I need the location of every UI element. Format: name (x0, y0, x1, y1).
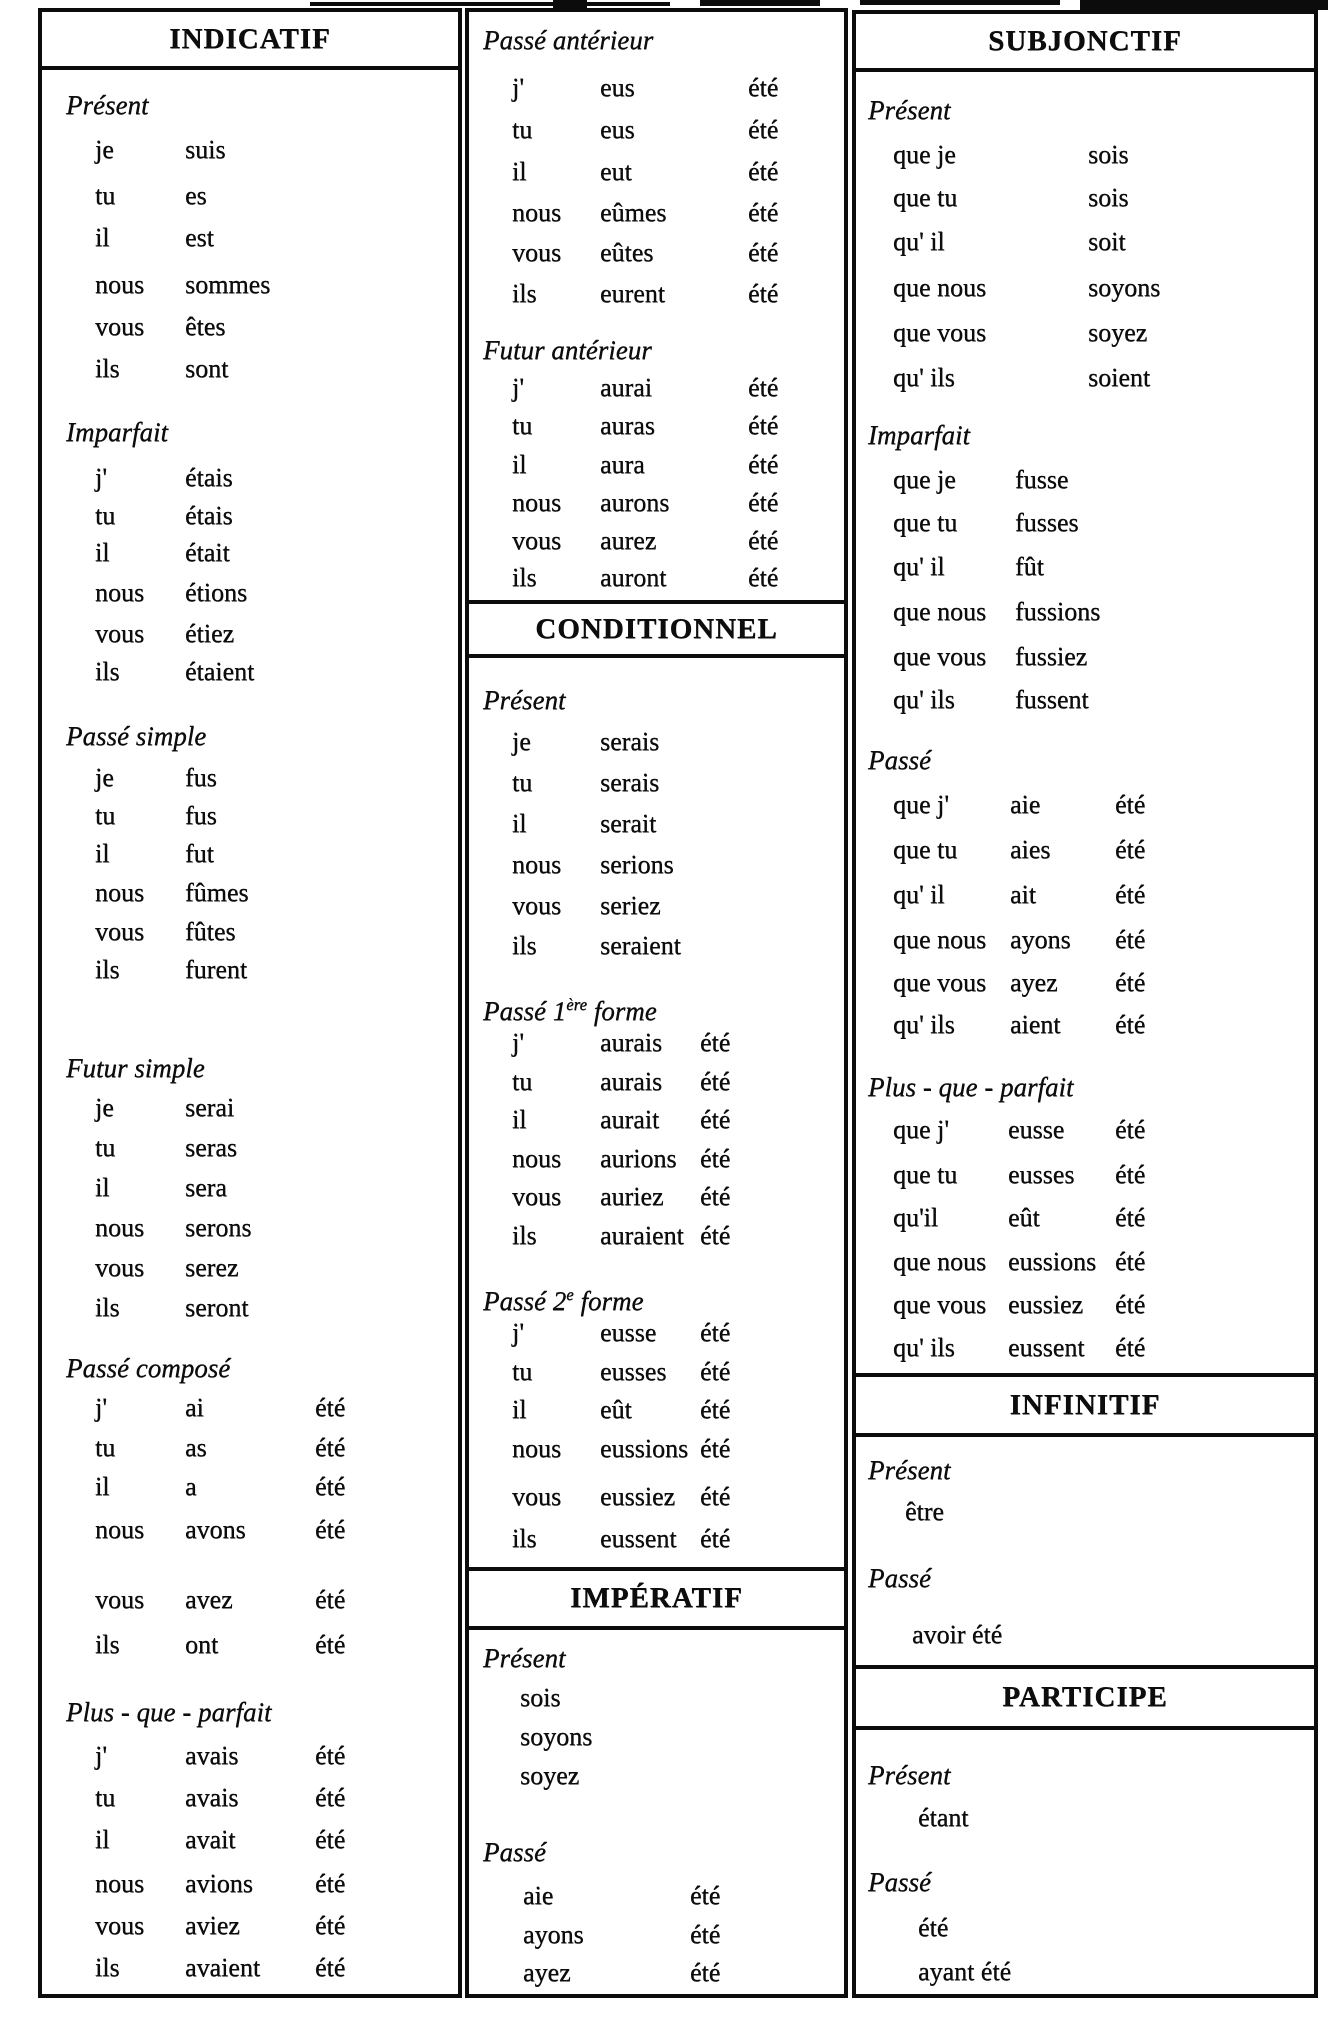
verb-form: fus (185, 801, 217, 830)
verb-form: étiez (185, 619, 235, 648)
verb-form: fût (1015, 552, 1044, 581)
verb-form: seras (185, 1133, 237, 1162)
auxiliary-participle: été (1115, 790, 1146, 819)
verb-form: aient (1010, 1010, 1061, 1039)
pronoun: tu (95, 1783, 116, 1812)
pronoun: nous (512, 1144, 562, 1173)
cropped-title-ink (1080, 0, 1328, 10)
pronoun: que vous (893, 318, 987, 347)
verb-form: fut (185, 839, 214, 868)
pronoun: que j' (893, 1115, 949, 1144)
pronoun: que tu (893, 835, 958, 864)
pronoun: ils (512, 563, 537, 592)
verb-form: eûtes (600, 238, 654, 267)
verb-form: avaient (185, 1953, 261, 1982)
pronoun: il (512, 157, 527, 186)
verb-form: serait (600, 809, 657, 838)
tense-label: Imparfait (868, 420, 971, 450)
pronoun: nous (512, 198, 562, 227)
auxiliary-participle: été (315, 1630, 346, 1659)
verb-form: aurons (600, 488, 670, 517)
tense-label: Passé (868, 1563, 931, 1593)
pronoun: il (95, 1825, 110, 1854)
verb-form: eus (600, 73, 635, 102)
auxiliary-participle: été (315, 1911, 346, 1940)
verb-form: était (185, 538, 230, 567)
pronoun: j' (512, 73, 524, 102)
pronoun: qu' ils (893, 1010, 955, 1039)
pronoun: j' (95, 1741, 107, 1770)
cropped-title-ink (700, 0, 820, 6)
pronoun: que nous (893, 597, 987, 626)
auxiliary-participle: été (748, 373, 779, 402)
pronoun: que vous (893, 968, 987, 997)
pronoun: que tu (893, 1160, 958, 1189)
auxiliary-participle: été (700, 1482, 731, 1511)
verb-form: ayez (523, 1958, 571, 1987)
mood-header-subjonctif: SUBJONCTIF (852, 10, 1318, 72)
verb-form: auraient (600, 1221, 684, 1250)
verb-form: seront (185, 1293, 249, 1322)
pronoun: que vous (893, 1290, 987, 1319)
pronoun: ils (95, 354, 120, 383)
verb-form: fus (185, 763, 217, 792)
verb-form: étant (918, 1803, 969, 1832)
verb-form: sera (185, 1173, 227, 1202)
verb-form: serions (600, 850, 674, 879)
pronoun: vous (95, 619, 145, 648)
auxiliary-participle: été (690, 1881, 721, 1910)
auxiliary-participle: été (690, 1920, 721, 1949)
pronoun: ils (95, 1630, 120, 1659)
pronoun: tu (512, 768, 533, 797)
auxiliary-participle: été (1115, 1247, 1146, 1276)
auxiliary-participle: été (315, 1825, 346, 1854)
pronoun: tu (95, 501, 116, 530)
verb-form: avais (185, 1741, 239, 1770)
auxiliary-participle: été (748, 526, 779, 555)
verb-form: étais (185, 501, 233, 530)
auxiliary-participle: été (315, 1953, 346, 1982)
pronoun: que tu (893, 183, 958, 212)
auxiliary-participle: été (700, 1067, 731, 1096)
pronoun: vous (512, 891, 562, 920)
auxiliary-participle: été (700, 1434, 731, 1463)
verb-form: ait (1010, 880, 1036, 909)
pronoun: qu' ils (893, 363, 955, 392)
auxiliary-participle: été (700, 1524, 731, 1553)
pronoun: vous (512, 238, 562, 267)
auxiliary-participle: été (315, 1515, 346, 1544)
tense-label: Passé 2e forme (483, 1285, 644, 1316)
pronoun: ils (512, 1221, 537, 1250)
pronoun: vous (512, 1182, 562, 1211)
auxiliary-participle: été (1115, 1203, 1146, 1232)
verb-form: aurait (600, 1105, 660, 1134)
pronoun: il (512, 809, 527, 838)
verb-form: étaient (185, 657, 255, 686)
pronoun: vous (95, 1253, 145, 1282)
mood-header-infinitif: INFINITIF (852, 1373, 1318, 1437)
verb-form: soient (1088, 363, 1151, 392)
verb-form: sont (185, 354, 229, 383)
verb-form: as (185, 1433, 207, 1462)
tense-label: Présent (483, 1643, 566, 1673)
auxiliary-participle: été (1115, 1160, 1146, 1189)
verb-form: ayez (1010, 968, 1058, 997)
verb-form: fusse (1015, 465, 1069, 494)
verb-form: être (905, 1497, 944, 1526)
auxiliary-participle: été (1115, 1115, 1146, 1144)
auxiliary-participle: été (700, 1395, 731, 1424)
tense-label: Passé composé (66, 1353, 231, 1383)
pronoun: nous (512, 1434, 562, 1463)
auxiliary-participle: été (700, 1318, 731, 1347)
pronoun: que tu (893, 508, 958, 537)
pronoun: ils (512, 279, 537, 308)
pronoun: vous (95, 312, 145, 341)
verb-form: eusse (1008, 1115, 1065, 1144)
pronoun: qu' ils (893, 685, 955, 714)
verb-form: auront (600, 563, 667, 592)
verb-form: soyons (1088, 273, 1161, 302)
pronoun: qu' il (893, 552, 945, 581)
verb-form: eussiez (1008, 1290, 1084, 1319)
auxiliary-participle: été (1115, 1010, 1146, 1039)
verb-form: eusses (1008, 1160, 1075, 1189)
verb-form: serais (600, 768, 660, 797)
pronoun: nous (95, 1213, 145, 1242)
tense-label: Présent (868, 1760, 951, 1790)
auxiliary-participle: été (748, 279, 779, 308)
auxiliary-participle: été (748, 115, 779, 144)
auxiliary-participle: été (748, 238, 779, 267)
auxiliary-participle: été (1115, 1290, 1146, 1319)
verb-form: aurez (600, 526, 657, 555)
tense-label: Plus - que - parfait (868, 1072, 1074, 1102)
verb-form: aura (600, 450, 645, 479)
verb-form: avez (185, 1585, 233, 1614)
auxiliary-participle: été (315, 1433, 346, 1462)
verb-form: avons (185, 1515, 246, 1544)
pronoun: je (95, 763, 114, 792)
auxiliary-participle: été (315, 1869, 346, 1898)
verb-form: eus (600, 115, 635, 144)
pronoun: il (95, 839, 110, 868)
pronoun: je (512, 727, 531, 756)
verb-form: aurions (600, 1144, 677, 1173)
auxiliary-participle: été (315, 1472, 346, 1501)
pronoun: tu (512, 1067, 533, 1096)
verb-form: auriez (600, 1182, 664, 1211)
tense-label: Plus - que - parfait (66, 1697, 272, 1727)
pronoun: j' (95, 1393, 107, 1422)
verb-form: aurais (600, 1067, 663, 1096)
pronoun: tu (95, 801, 116, 830)
pronoun: tu (512, 1357, 533, 1386)
verb-form: eûmes (600, 198, 667, 227)
pronoun: que vous (893, 642, 987, 671)
auxiliary-participle: été (315, 1585, 346, 1614)
auxiliary-participle: été (1115, 835, 1146, 864)
tense-label: Passé (868, 745, 931, 775)
verb-form: sois (1088, 140, 1129, 169)
pronoun: nous (95, 878, 145, 907)
verb-form: eussions (1008, 1247, 1097, 1276)
verb-form: soyez (520, 1761, 580, 1790)
verb-form: fusses (1015, 508, 1079, 537)
tense-label: Passé antérieur (483, 25, 654, 55)
verb-form: aie (1010, 790, 1041, 819)
verb-form: sois (520, 1683, 561, 1712)
pronoun: vous (95, 1911, 145, 1940)
verb-form: êtes (185, 312, 226, 341)
verb-form: eussent (1008, 1333, 1085, 1362)
tense-label: Futur antérieur (483, 335, 652, 365)
auxiliary-participle: été (690, 1958, 721, 1987)
pronoun: que nous (893, 1247, 987, 1276)
pronoun: qu' il (893, 880, 945, 909)
pronoun: il (512, 450, 527, 479)
verb-form: aviez (185, 1911, 240, 1940)
verb-form: eût (1008, 1203, 1040, 1232)
verb-form: aie (523, 1881, 554, 1910)
pronoun: il (95, 538, 110, 567)
auxiliary-participle: été (315, 1741, 346, 1770)
pronoun: ils (512, 1524, 537, 1553)
verb-form: avait (185, 1825, 236, 1854)
pronoun: nous (512, 488, 562, 517)
pronoun: il (95, 223, 110, 252)
auxiliary-participle: été (1115, 1333, 1146, 1362)
pronoun: tu (95, 1133, 116, 1162)
verb-form: avoir été (912, 1620, 1003, 1649)
verb-form: été (918, 1913, 949, 1942)
pronoun: j' (512, 1318, 524, 1347)
verb-form: serons (185, 1213, 252, 1242)
verb-form: eussent (600, 1524, 677, 1553)
tense-label: Présent (483, 685, 566, 715)
pronoun: vous (95, 1585, 145, 1614)
verb-form: suis (185, 135, 226, 164)
verb-form: serez (185, 1253, 239, 1282)
pronoun: tu (95, 181, 116, 210)
pronoun: que nous (893, 273, 987, 302)
verb-form: auras (600, 411, 655, 440)
verb-form: fussiez (1015, 642, 1088, 671)
auxiliary-participle: été (700, 1357, 731, 1386)
verb-form: eusse (600, 1318, 657, 1347)
verb-form: eusses (600, 1357, 667, 1386)
verb-form: eussions (600, 1434, 689, 1463)
auxiliary-participle: été (1115, 925, 1146, 954)
auxiliary-participle: été (748, 450, 779, 479)
verb-form: soit (1088, 227, 1126, 256)
pronoun: vous (95, 917, 145, 946)
verb-form: est (185, 223, 214, 252)
pronoun: ils (95, 1293, 120, 1322)
pronoun: nous (95, 270, 145, 299)
tense-label: Futur simple (66, 1053, 205, 1083)
verb-form: sommes (185, 270, 271, 299)
auxiliary-participle: été (748, 198, 779, 227)
auxiliary-participle: été (700, 1144, 731, 1173)
pronoun: je (95, 1093, 114, 1122)
tense-label: Passé (868, 1867, 931, 1897)
pronoun: il (512, 1395, 527, 1424)
verb-form: soyons (520, 1722, 593, 1751)
verb-form: seraient (600, 931, 681, 960)
auxiliary-participle: été (700, 1182, 731, 1211)
verb-form: ayant été (918, 1957, 1012, 1986)
verb-form: avions (185, 1869, 253, 1898)
tense-label: Passé 1ère forme (483, 995, 657, 1026)
auxiliary-participle: été (748, 157, 779, 186)
pronoun: ils (95, 657, 120, 686)
pronoun: tu (512, 115, 533, 144)
auxiliary-participle: été (700, 1028, 731, 1057)
pronoun: qu'il (893, 1203, 939, 1232)
verb-form: étais (185, 463, 233, 492)
verb-form: eurent (600, 279, 665, 308)
verb-form: es (185, 181, 207, 210)
auxiliary-participle: été (315, 1783, 346, 1812)
pronoun: qu' ils (893, 1333, 955, 1362)
pronoun: nous (95, 578, 145, 607)
cropped-title-ink (310, 2, 670, 6)
pronoun: ils (512, 931, 537, 960)
pronoun: que nous (893, 925, 987, 954)
auxiliary-participle: été (748, 563, 779, 592)
pronoun: tu (95, 1433, 116, 1462)
tense-label: Passé simple (66, 721, 207, 751)
verb-form: a (185, 1472, 197, 1501)
verb-form: sois (1088, 183, 1129, 212)
verb-form: eût (600, 1395, 632, 1424)
auxiliary-participle: été (748, 411, 779, 440)
tense-label: Présent (868, 1455, 951, 1485)
verb-form: fûmes (185, 878, 249, 907)
mood-header-participe: PARTICIPE (852, 1665, 1318, 1730)
verb-form: seriez (600, 891, 661, 920)
mood-header-impératif: IMPÉRATIF (465, 1567, 848, 1630)
auxiliary-participle: été (748, 488, 779, 517)
pronoun: je (95, 135, 114, 164)
pronoun: ils (95, 955, 120, 984)
verb-form: ai (185, 1393, 204, 1422)
pronoun: ils (95, 1953, 120, 1982)
verb-form: ayons (523, 1920, 584, 1949)
pronoun: que je (893, 140, 956, 169)
verb-form: soyez (1088, 318, 1148, 347)
verb-form: eut (600, 157, 632, 186)
pronoun: il (512, 1105, 527, 1134)
pronoun: que j' (893, 790, 949, 819)
mood-header-conditionnel: CONDITIONNEL (465, 600, 848, 658)
verb-form: étions (185, 578, 248, 607)
pronoun: j' (512, 1028, 524, 1057)
pronoun: il (95, 1472, 110, 1501)
pronoun: nous (95, 1515, 145, 1544)
auxiliary-participle: été (1115, 968, 1146, 997)
verb-form: furent (185, 955, 248, 984)
tense-label: Passé (483, 1837, 546, 1867)
verb-form: fûtes (185, 917, 236, 946)
verb-form: avais (185, 1783, 239, 1812)
verb-form: fussent (1015, 685, 1089, 714)
tense-label: Présent (868, 95, 951, 125)
pronoun: j' (512, 373, 524, 402)
verb-form: aurais (600, 1028, 663, 1057)
pronoun: nous (512, 850, 562, 879)
pronoun: que je (893, 465, 956, 494)
pronoun: nous (95, 1869, 145, 1898)
mood-header-indicatif: INDICATIF (38, 8, 462, 70)
pronoun: tu (512, 411, 533, 440)
auxiliary-participle: été (700, 1105, 731, 1134)
verb-form: fussions (1015, 597, 1101, 626)
pronoun: qu' il (893, 227, 945, 256)
verb-form: serai (185, 1093, 235, 1122)
pronoun: vous (512, 1482, 562, 1511)
tense-label: Présent (66, 90, 149, 120)
verb-form: serais (600, 727, 660, 756)
auxiliary-participle: été (700, 1221, 731, 1250)
verb-form: aies (1010, 835, 1051, 864)
pronoun: vous (512, 526, 562, 555)
verb-form: aurai (600, 373, 652, 402)
pronoun: j' (95, 463, 107, 492)
auxiliary-participle: été (1115, 880, 1146, 909)
verb-form: ont (185, 1630, 219, 1659)
verb-form: ayons (1010, 925, 1071, 954)
tense-label: Imparfait (66, 417, 169, 447)
cropped-title-ink (860, 0, 1060, 5)
auxiliary-participle: été (748, 73, 779, 102)
verb-form: eussiez (600, 1482, 676, 1511)
pronoun: il (95, 1173, 110, 1202)
auxiliary-participle: été (315, 1393, 346, 1422)
